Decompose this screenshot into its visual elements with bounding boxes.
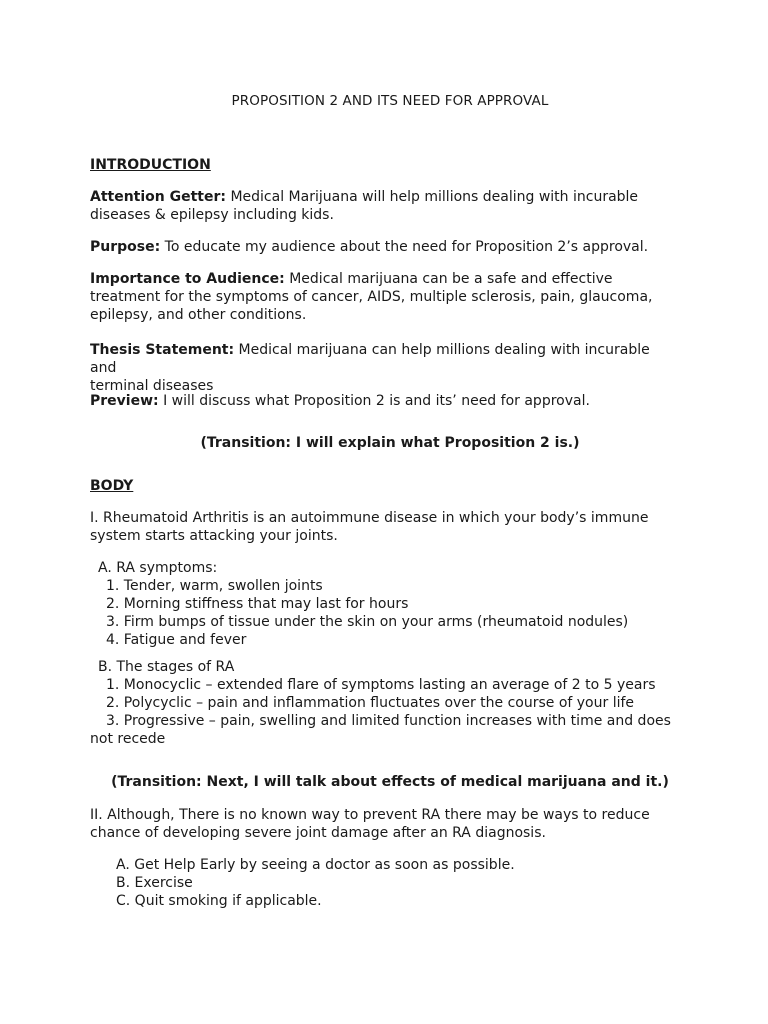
importance — [90, 270, 680, 324]
importance-label: Importance to Audience: — [90, 271, 285, 287]
list-ra-stages — [90, 658, 690, 748]
introduction-heading: INTRODUCTION — [90, 157, 211, 173]
list-prevention — [90, 856, 690, 910]
attention-getter — [90, 188, 680, 224]
transition-2: (Transition: Next, I will talk about effects of medical marijuana and it.) — [111, 774, 669, 790]
point-two-text-2: chance of developing severe joint damage after an RA diagnosis. — [90, 825, 546, 841]
point-two-text: II. Although, There is no known way to prevent RA there may be ways to reduce — [90, 807, 650, 823]
point-one-text: I. Rheumatoid Arthritis is an autoimmune disease in which your body’s immune — [90, 510, 649, 526]
purpose — [90, 238, 680, 256]
list-item: 1. Monocyclic – extended flare of symptoms lasting an average of 2 to 5 years — [106, 677, 656, 693]
list-item: 1. Tender, warm, swollen joints — [106, 578, 323, 594]
list-head: B. The stages of RA — [98, 659, 235, 675]
point-one-text-2: system starts attacking your joints. — [90, 528, 338, 544]
thesis-statement — [90, 341, 680, 395]
list-item: 2. Morning stiffness that may last for hours — [106, 596, 409, 612]
document-title: PROPOSITION 2 AND ITS NEED FOR APPROVAL — [231, 93, 549, 109]
list-item: 2. Polycyclic – pain and inflammation fluctuates over the course of your life — [106, 695, 635, 711]
attention-getter-label: Attention Getter: — [90, 189, 227, 205]
importance-text-2: treatment for the symptoms of cancer, AIDS, multiple sclerosis, pain, glaucoma, — [90, 289, 653, 305]
list-item: 3. Progressive – pain, swelling and limited function increases with time and does — [106, 713, 671, 729]
list-item-wrap: not recede — [90, 731, 166, 747]
purpose-text: To educate my audience about the need for Proposition 2’s approval. — [160, 239, 649, 255]
document-page — [90, 0, 690, 1024]
attention-getter-text: Medical Marijuana will help millions dealing with incurable — [226, 189, 639, 205]
point-one — [90, 509, 680, 545]
thesis-text-2: terminal diseases — [90, 378, 214, 394]
thesis-label: Thesis Statement: — [90, 342, 235, 358]
preview — [90, 392, 680, 410]
list-item: 3. Firm bumps of tissue under the skin on your arms (rheumatoid nodules) — [106, 614, 629, 630]
list-item: C. Quit smoking if applicable. — [116, 893, 322, 909]
importance-text: Medical marijuana can be a safe and effective — [284, 271, 613, 287]
list-item: B. Exercise — [116, 875, 193, 891]
attention-getter-text-2: diseases & epilepsy including kids. — [90, 207, 334, 223]
purpose-label: Purpose: — [90, 239, 161, 255]
point-two — [90, 806, 680, 842]
preview-label: Preview: — [90, 393, 159, 409]
preview-text: I will discuss what Proposition 2 is and its’ need for approval. — [158, 393, 590, 409]
body-heading: BODY — [90, 478, 134, 494]
transition-1: (Transition: I will explain what Proposition 2 is.) — [200, 435, 580, 451]
list-item: 4. Fatigue and fever — [106, 632, 247, 648]
list-item: A. Get Help Early by seeing a doctor as soon as possible. — [116, 857, 515, 873]
importance-text-3: epilepsy, and other conditions. — [90, 307, 307, 323]
list-ra-symptoms — [90, 559, 690, 649]
list-head: A. RA symptoms: — [98, 560, 218, 576]
thesis-text: Medical marijuana can help millions dealing with incurable and — [90, 342, 650, 376]
